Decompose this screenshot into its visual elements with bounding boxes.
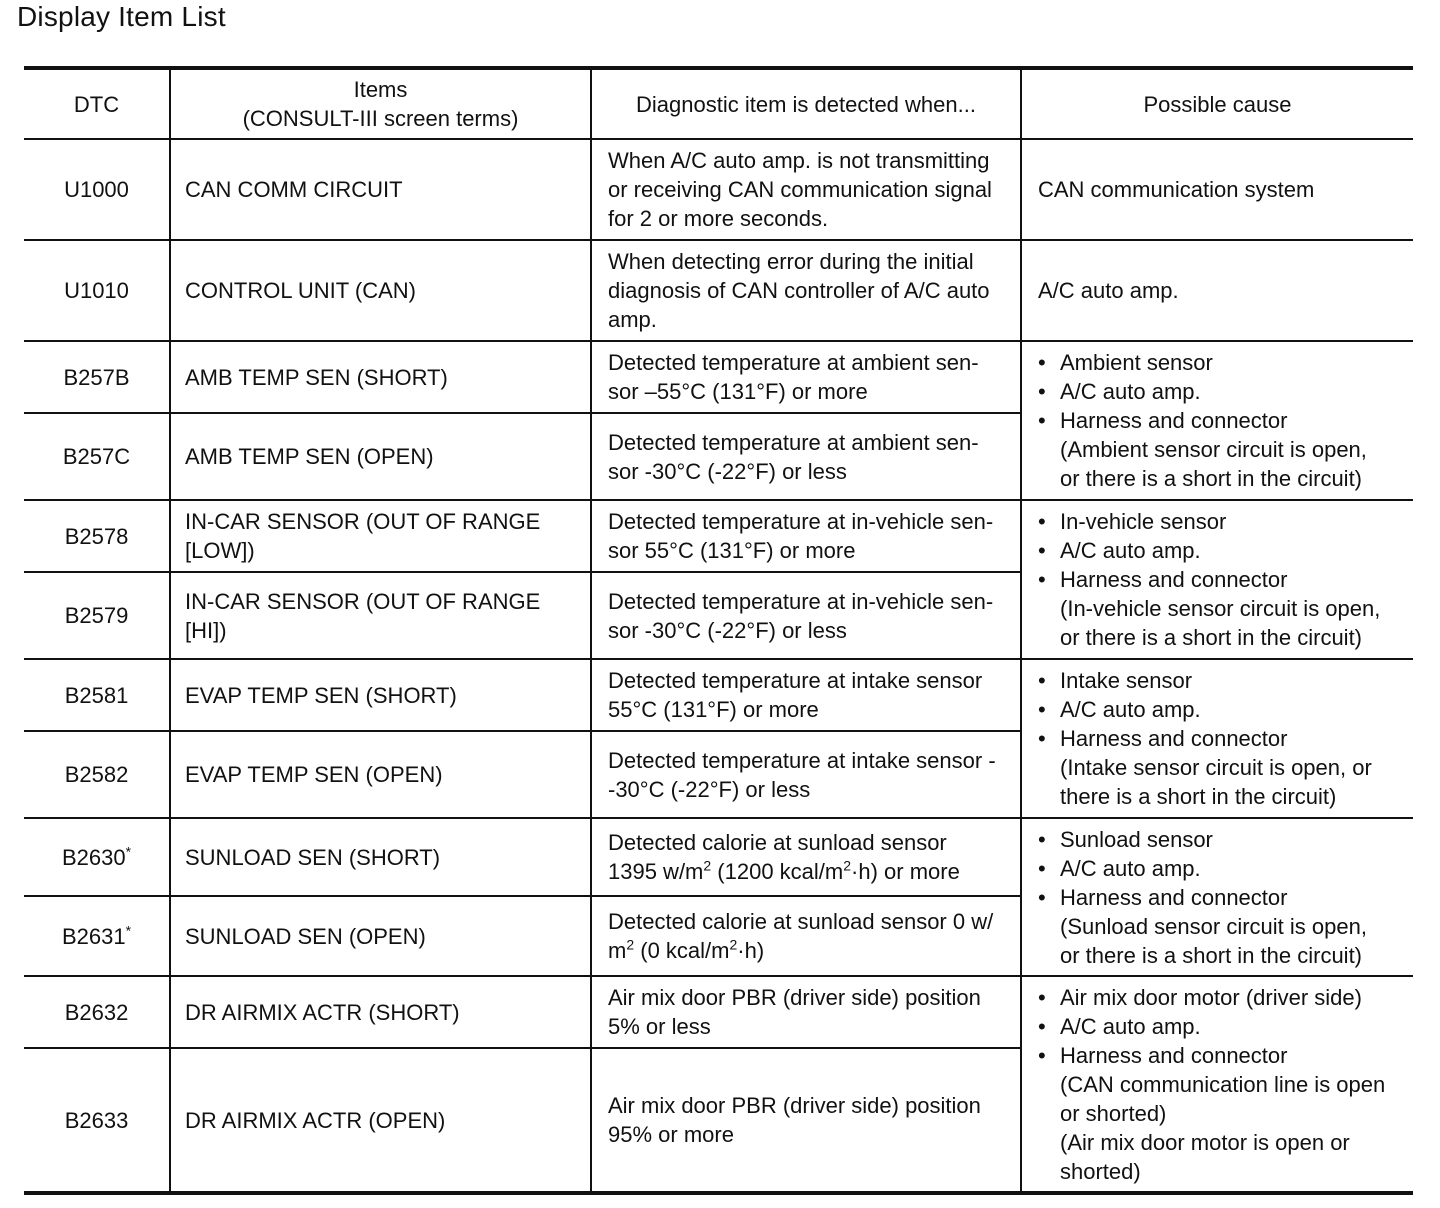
condition-line: sor -30°C (-22°F) or less: [608, 617, 847, 643]
dtc-code-text: B2630: [61, 844, 126, 870]
condition-line: Detected temperature at in-vehicle sen-: [608, 509, 994, 534]
condition-line: sor 55°C (131°F) or more: [608, 538, 856, 563]
condition-text: (1200 kcal/m: [711, 859, 844, 884]
cause-bullet: • Intake sensor: [1038, 666, 1405, 695]
condition-line: When detecting error during the initial: [608, 249, 974, 274]
cause-bullet-label: Harness and connector: [1060, 567, 1288, 592]
cause-bullet: • A/C auto amp.: [1038, 536, 1405, 565]
dtc-code: [24, 818, 170, 896]
detection-condition: [591, 896, 1021, 976]
possible-cause: [1021, 818, 1413, 976]
possible-cause: [1021, 341, 1413, 500]
item-term: EVAP TEMP SEN (SHORT): [170, 659, 591, 731]
table-header-row: [24, 68, 1413, 139]
item-term: [170, 500, 591, 572]
cause-note: or shorted): [1060, 1100, 1167, 1126]
cause-note: (In-vehicle sensor circuit is open,: [1060, 596, 1381, 621]
condition-line: diagnosis of CAN controller of A/C auto: [608, 278, 990, 303]
item-term: SUNLOAD SEN (OPEN): [170, 896, 591, 976]
cause-bullet: • A/C auto amp.: [1038, 377, 1405, 406]
table-row: [24, 240, 1413, 341]
item-term: [170, 572, 591, 659]
superscript: 2: [626, 936, 635, 953]
item-term-line: [HI]): [185, 617, 227, 643]
detection-condition: [591, 240, 1021, 341]
table-row: [24, 659, 1413, 731]
possible-cause: [1021, 659, 1413, 818]
dtc-code: B2633: [24, 1048, 170, 1193]
column-header-items-line1: Items: [353, 77, 408, 102]
condition-text: ·h) or more: [851, 859, 960, 884]
dtc-code: [24, 896, 170, 976]
condition-line: Detected temperature at intake sensor -: [608, 747, 996, 773]
table-row: [24, 976, 1413, 1048]
footnote-mark: *: [125, 843, 132, 860]
condition-line: Detected calorie at sunload sensor: [608, 830, 947, 855]
possible-cause: A/C auto amp.: [1021, 240, 1413, 341]
column-header-items-line2: (CONSULT-III screen terms): [242, 106, 519, 131]
item-term-line: IN-CAR SENSOR (OUT OF RANGE: [185, 588, 541, 614]
condition-line: sor –55°C (131°F) or more: [608, 379, 868, 404]
table-row: [24, 500, 1413, 572]
condition-line: Air mix door PBR (driver side) position: [608, 985, 981, 1010]
cause-bullet: [1038, 565, 1405, 652]
item-term: CAN COMM CIRCUIT: [170, 139, 591, 240]
dtc-code-text: B2631: [61, 923, 126, 949]
column-header-cause: Possible cause: [1021, 68, 1413, 139]
condition-line: Detected calorie at sunload sensor 0 w/: [608, 909, 994, 934]
superscript: 2: [843, 857, 852, 874]
condition-line: or receiving CAN communication signal: [608, 177, 992, 202]
column-header-items: [170, 68, 591, 139]
condition-line: Detected temperature at ambient sen-: [608, 429, 979, 455]
condition-line: [608, 857, 1012, 886]
superscript: 2: [703, 857, 712, 874]
dtc-code: B2581: [24, 659, 170, 731]
cause-bullet-label: Harness and connector: [1060, 726, 1288, 751]
detection-condition: [591, 413, 1021, 500]
condition-line: sor -30°C (-22°F) or less: [608, 458, 847, 484]
possible-cause: [1021, 976, 1413, 1193]
cause-list: [1038, 983, 1405, 1186]
detection-condition: [591, 731, 1021, 818]
item-term: EVAP TEMP SEN (OPEN): [170, 731, 591, 818]
cause-note: or there is a short in the circuit): [1060, 625, 1363, 650]
cause-note: (Intake sensor circuit is open, or: [1060, 755, 1372, 780]
condition-line: Detected temperature at ambient sen-: [608, 350, 979, 375]
cause-bullet: • A/C auto amp.: [1038, 695, 1405, 724]
detection-condition: [591, 572, 1021, 659]
cause-note: (Sunload sensor circuit is open,: [1060, 913, 1367, 939]
cause-note: shorted): [1060, 1158, 1141, 1184]
condition-line: [608, 936, 1012, 965]
cause-bullet: • Sunload sensor: [1038, 825, 1405, 854]
condition-line: for 2 or more seconds.: [608, 206, 829, 231]
detection-condition: [591, 818, 1021, 896]
cause-note: or there is a short in the circuit): [1060, 942, 1363, 968]
item-term: CONTROL UNIT (CAN): [170, 240, 591, 341]
detection-condition: [591, 139, 1021, 240]
cause-list: [1038, 666, 1405, 811]
cause-bullet: [1038, 406, 1405, 493]
dtc-code: B2579: [24, 572, 170, 659]
table-row: [24, 341, 1413, 413]
condition-line: 5% or less: [608, 1014, 711, 1039]
page-title: Display Item List: [17, 1, 226, 32]
condition-line: amp.: [608, 307, 657, 332]
detection-condition: [591, 500, 1021, 572]
item-term: DR AIRMIX ACTR (OPEN): [170, 1048, 591, 1193]
item-term: AMB TEMP SEN (SHORT): [170, 341, 591, 413]
condition-line: Detected temperature at intake sensor: [608, 668, 983, 693]
dtc-code: B2582: [24, 731, 170, 818]
detection-condition: [591, 659, 1021, 731]
column-header-detected: Diagnostic item is detected when...: [591, 68, 1021, 139]
superscript: 2: [729, 936, 738, 953]
condition-line: 55°C (131°F) or more: [608, 697, 819, 722]
dtc-code: U1010: [24, 240, 170, 341]
condition-text: ·h): [737, 938, 765, 963]
detection-condition: [591, 976, 1021, 1048]
item-term-line: [LOW]): [185, 538, 255, 563]
dtc-code: B257B: [24, 341, 170, 413]
display-item-table: [24, 66, 1413, 1195]
cause-note: or there is a short in the circuit): [1060, 466, 1363, 491]
cause-list: [1038, 507, 1405, 652]
column-header-dtc: DTC: [24, 68, 170, 139]
cause-note: there is a short in the circuit): [1060, 784, 1337, 809]
condition-line: When A/C auto amp. is not transmitting: [608, 148, 990, 173]
cause-bullet-label: Harness and connector: [1060, 408, 1288, 433]
table-row: [24, 139, 1413, 240]
item-term: AMB TEMP SEN (OPEN): [170, 413, 591, 500]
condition-text: (0 kcal/m: [634, 938, 730, 963]
possible-cause: CAN communication system: [1021, 139, 1413, 240]
detection-condition: [591, 341, 1021, 413]
cause-bullet: • A/C auto amp.: [1038, 1012, 1405, 1041]
cause-bullet: • A/C auto amp.: [1038, 854, 1405, 883]
dtc-code: B257C: [24, 413, 170, 500]
dtc-code: U1000: [24, 139, 170, 240]
item-term: SUNLOAD SEN (SHORT): [170, 818, 591, 896]
condition-line: 95% or more: [608, 1122, 734, 1147]
cause-bullet: • In-vehicle sensor: [1038, 507, 1405, 536]
cause-list: [1038, 348, 1405, 493]
cause-bullet: • Air mix door motor (driver side): [1038, 983, 1405, 1012]
condition-line: -30°C (-22°F) or less: [608, 776, 811, 802]
condition-text: 1395 w/m: [608, 859, 704, 884]
cause-bullet-label: Harness and connector: [1060, 884, 1288, 910]
cause-bullet-label: Harness and connector: [1060, 1042, 1288, 1068]
cause-bullet: [1038, 883, 1405, 970]
condition-line: Detected temperature at in-vehicle sen-: [608, 588, 994, 614]
cause-list: [1038, 825, 1405, 970]
table-row: [24, 818, 1413, 896]
item-term: DR AIRMIX ACTR (SHORT): [170, 976, 591, 1048]
detection-condition: [591, 1048, 1021, 1193]
item-term-line: IN-CAR SENSOR (OUT OF RANGE: [185, 509, 541, 534]
dtc-code: B2632: [24, 976, 170, 1048]
cause-bullet: [1038, 1041, 1405, 1186]
possible-cause: [1021, 500, 1413, 659]
footnote-mark: *: [125, 922, 132, 939]
cause-bullet: [1038, 724, 1405, 811]
cause-bullet: • Ambient sensor: [1038, 348, 1405, 377]
cause-note: (Ambient sensor circuit is open,: [1060, 437, 1367, 462]
cause-note: (Air mix door motor is open or: [1060, 1129, 1350, 1155]
dtc-code: B2578: [24, 500, 170, 572]
cause-note: (CAN communication line is open: [1060, 1071, 1386, 1097]
condition-line: Air mix door PBR (driver side) position: [608, 1093, 981, 1118]
condition-text: m: [608, 938, 627, 963]
